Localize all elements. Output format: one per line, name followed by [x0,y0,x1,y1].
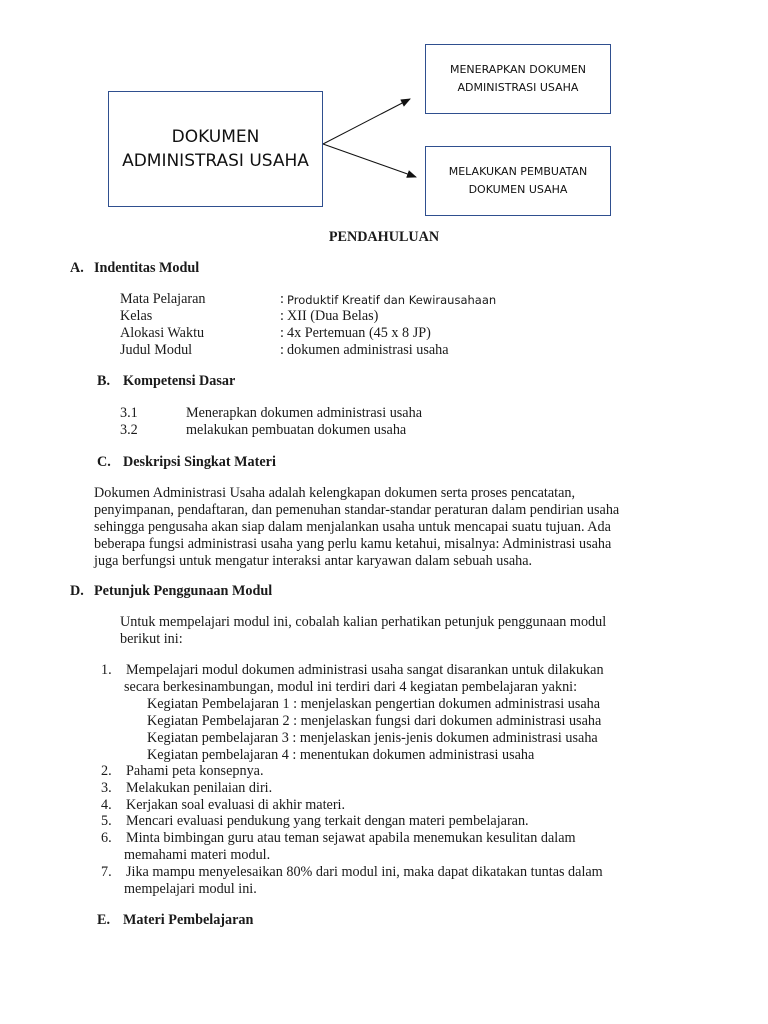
section-c-label: C. [97,454,111,470]
instruction-text: memahami materi modul. [124,847,271,863]
instruction-number: 3. [101,780,112,796]
learning-activity: Kegiatan Pembelajaran 1 : menjelaskan pengertian dokumen administrasi usaha [147,696,601,712]
competency-text: Menerapkan dokumen administrasi usaha [186,405,422,421]
instruction-number: 6. [101,830,112,846]
identity-value: 4x Pertemuan (45 x 8 JP) [287,325,431,341]
identity-key: Judul Modul [120,342,193,358]
description-line: sehingga pengusaha akan siap dalam menjalankan usaha untuk mencapai suatu tujuan. Ada [94,519,611,535]
page-title: PENDAHULUAN [328,229,440,245]
section-b-heading: Kompetensi Dasar [123,373,236,389]
description-line: beberapa fungsi administrasi usaha yang perlu kamu ketahui, misalnya: Administrasi usaha [94,536,612,552]
bottom-concept-line2: DOKUMEN USAHA [468,183,568,196]
section-b-label: B. [97,373,111,389]
instructions-intro: Untuk mempelajari modul ini, cobalah kalian perhatikan petunjuk penggunaan modul [120,614,607,630]
section-c-heading: Deskripsi Singkat Materi [123,454,276,470]
competency-text: melakukan pembuatan dokumen usaha [186,422,407,438]
learning-activity: Kegiatan pembelajaran 3 : menjelaskan jenis-jenis dokumen administrasi usaha [147,730,598,746]
top-concept-line2: ADMINISTRASI USAHA [457,81,579,94]
diagram-arrows [0,0,768,260]
top-concept-line1: MENERAPKAN DOKUMEN [449,63,586,76]
main-concept-line1: DOKUMEN [171,127,260,147]
instruction-text: mempelajari modul ini. [124,881,257,897]
identity-separator: : [280,308,284,324]
main-concept-line2: ADMINISTRASI USAHA [122,151,309,171]
identity-separator: : [280,325,284,341]
arrow-to-top-box [323,99,410,144]
identity-value: dokumen administrasi usaha [287,342,449,358]
section-e-label: E. [97,912,111,928]
section-a-heading: Indentitas Modul [94,260,200,276]
instruction-text: Mempelajari modul dokumen administrasi usaha sangat disarankan untuk dilakukan [126,662,604,678]
instruction-number: 5. [101,813,112,829]
competency-number: 3.1 [120,405,138,421]
section-d-heading: Petunjuk Penggunaan Modul [94,583,273,599]
learning-activity: Kegiatan Pembelajaran 2 : menjelaskan fungsi dari dokumen administrasi usaha [147,713,602,729]
arrow-to-bottom-box [323,144,416,177]
instruction-text: Mencari evaluasi pendukung yang terkait dengan materi pembelajaran. [126,813,529,829]
identity-value: Produktif Kreatif dan Kewirausahaan [287,293,497,307]
identity-key: Kelas [120,308,153,324]
identity-separator: : [280,342,284,358]
learning-activity: Kegiatan pembelajaran 4 : menentukan dokumen administrasi usaha [147,747,535,763]
description-line: juga berfungsi untuk mengatur interaksi antar karyawan dalam sebuah usaha. [94,553,533,569]
instruction-text: Pahami peta konsepnya. [126,763,264,779]
instructions-intro: berikut ini: [120,631,183,647]
instruction-text: Kerjakan soal evaluasi di akhir materi. [126,797,346,813]
bottom-concept-line1: MELAKUKAN PEMBUATAN [448,165,588,178]
identity-value: XII (Dua Belas) [287,308,379,324]
instruction-number: 1. [101,662,112,678]
identity-key: Alokasi Waktu [120,325,205,341]
instruction-text: Minta bimbingan guru atau teman sejawat apabila menemukan kesulitan dalam [126,830,576,846]
description-line: penyimpanan, pendaftaran, dan pemenuhan standar-standar peraturan dalam pendirian usaha [94,502,620,518]
instruction-number: 2. [101,763,112,779]
instruction-number: 4. [101,797,112,813]
instruction-number: 7. [101,864,112,880]
instruction-text: Melakukan penilaian diri. [126,780,273,796]
section-e-heading: Materi Pembelajaran [123,912,254,928]
instruction-text: secara berkesinambungan, modul ini terdiri dari 4 kegiatan pembelajaran yakni: [124,679,578,695]
instruction-text: Jika mampu menyelesaikan 80% dari modul ini, maka dapat dikatakan tuntas dalam [126,864,603,880]
identity-separator: : [280,291,284,307]
identity-key: Mata Pelajaran [120,291,206,307]
competency-number: 3.2 [120,422,138,438]
description-line: Dokumen Administrasi Usaha adalah kelengkapan dokumen serta proses pencatatan, [94,485,576,501]
section-a-label: A. [70,260,84,276]
section-d-label: D. [70,583,84,599]
